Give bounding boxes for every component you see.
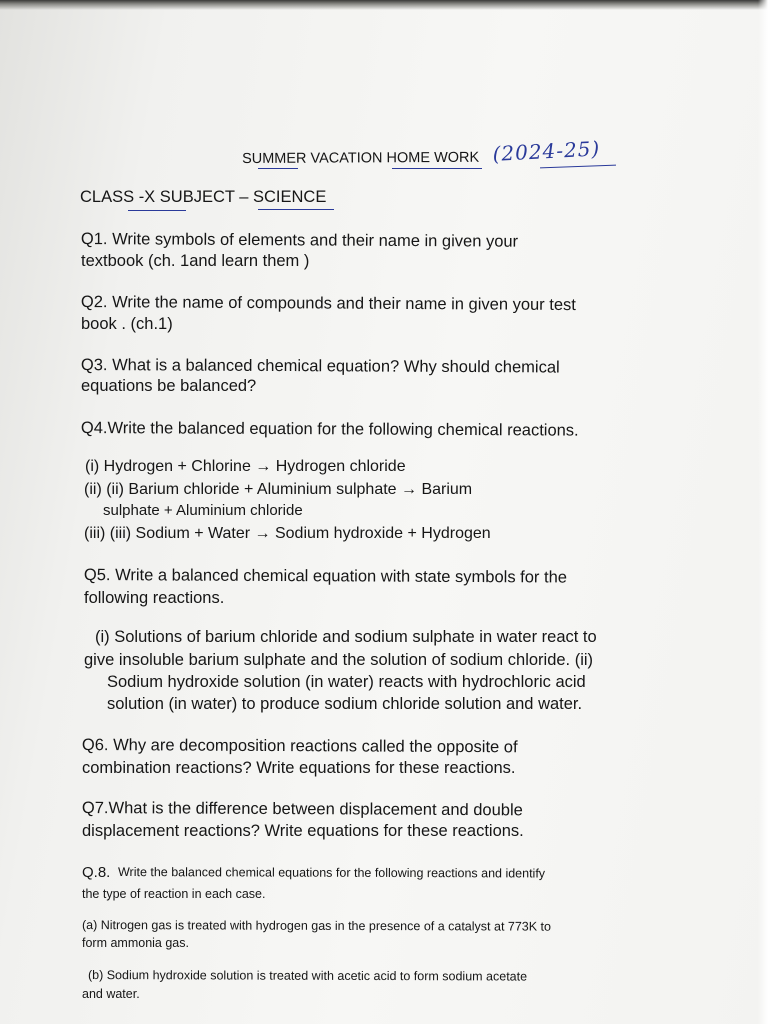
q1-line1: Q1. Write symbols of elements and their name in given your [80,229,519,251]
q3-line1: Q3. What is a balanced chemical equation? Why should chemical [80,356,560,377]
q2-line2: book . (ch.1) [81,315,173,333]
q7-line2: displacement reactions? Write equations for these reactions. [82,822,524,840]
handwritten-year: (2024-25) [492,136,601,166]
pen-underline [392,168,482,169]
q4-line1: Q4.Write the balanced equation for the following chemical reactions. [80,419,579,440]
q7-line1: Q7.What is the difference between displacement and double [81,799,523,820]
q5-body-2: give insoluble barium sulphate and the solution of sodium chloride. (ii) [84,651,594,669]
pen-underline [128,210,186,211]
q2-line1: Q2. Write the name of compounds and their name in given your test [80,292,576,315]
q5-body-1: (i) Solutions of barium chloride and sodium sulphate in water react to [95,628,597,646]
q5-line1: Q5. Write a balanced chemical equation with state symbols for the [83,566,568,587]
q8-b-line1: (b) Sodium hydroxide solution is treated with acetic acid to form sodium acetate [87,968,528,984]
class-subject-line: CLASS -X SUBJECT – SCIENCE [80,188,327,206]
q5-line2: following reactions. [84,589,225,607]
pen-underline [258,168,298,169]
q4-part-ii: (ii) (ii) Barium chloride + Aluminium sulphate → Barium [84,481,473,498]
q4-part-ii-cont: sulphate + Aluminium chloride [103,502,303,519]
q8-label: Q.8. [82,864,111,881]
q6-line2: combination reactions? Write equations for these reactions. [82,759,516,777]
q8-a-line1: (a) Nitrogen gas is treated with hydrogen gas in the presence of a catalyst at 773K to [81,918,552,934]
q8-b-line2: and water. [82,987,140,1001]
q8-a-line2: form ammonia gas. [82,936,189,950]
page-title: SUMMER VACATION HOME WORK [242,149,480,167]
q1-line2: textbook (ch. 1and learn them ) [81,252,310,270]
q8-line1: Write the balanced chemical equations for the following reactions and identify [117,865,546,881]
q8-line2: the type of reaction in each case. [82,887,266,901]
q5-body-3: Sodium hydroxide solution (in water) reacts with hydrochloric acid [107,673,586,691]
q4-part-i: (i) Hydrogen + Chlorine → Hydrogen chloride [85,458,406,475]
pen-underline [540,165,616,169]
q3-line2: equations be balanced? [81,377,257,395]
pen-underline [258,209,334,210]
q5-body-4: solution (in water) to produce sodium chloride solution and water. [107,695,583,713]
q6-line1: Q6. Why are decomposition reactions called the opposite of [81,736,518,757]
q4-part-iii: (iii) (iii) Sodium + Water → Sodium hydroxide + Hydrogen [84,525,491,542]
